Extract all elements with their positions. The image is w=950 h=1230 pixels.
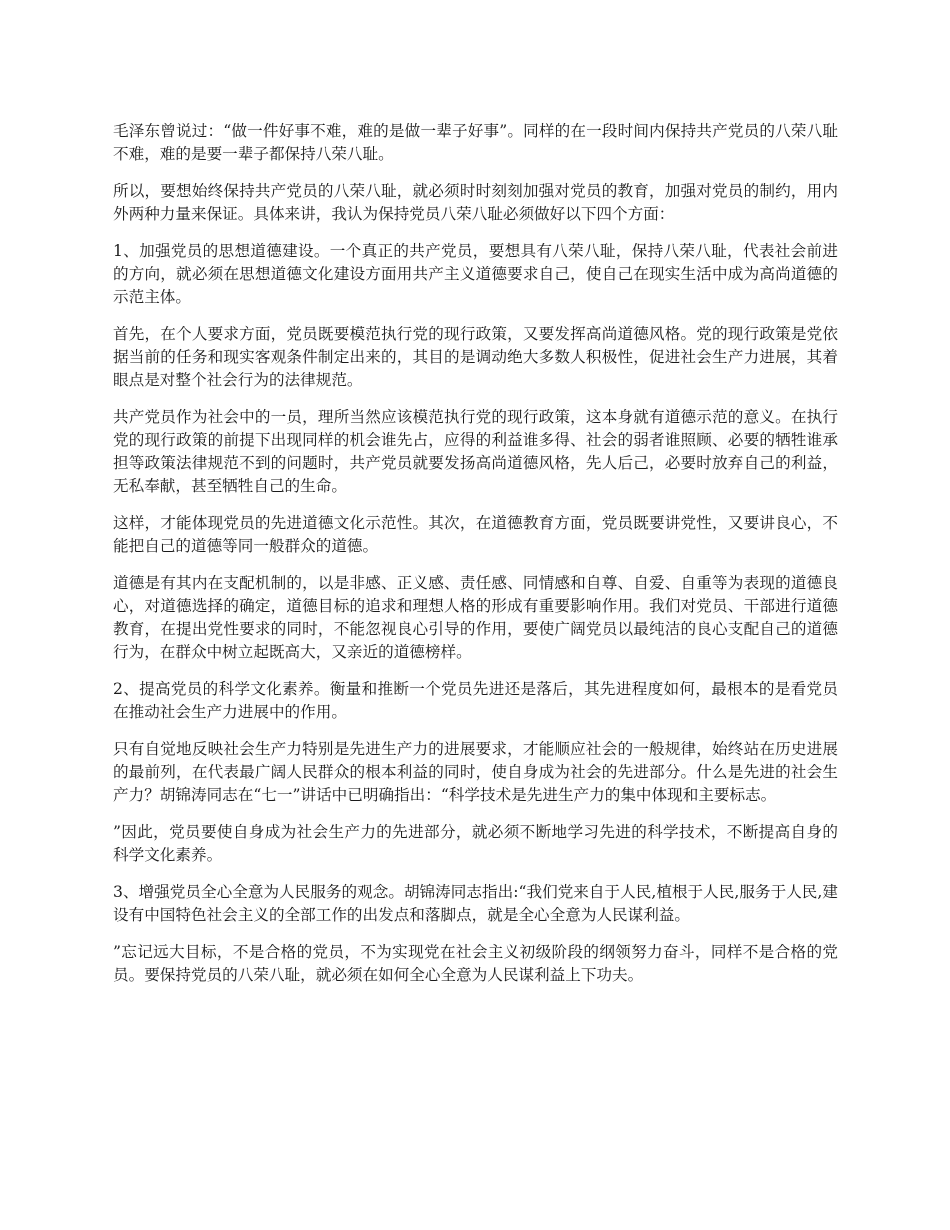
paragraph-11: 3、增强党员全心全意为人民服务的观念。胡锦涛同志指出:“我们党来自于人民,植根于人民,服务于人民,建设有中国特色社会主义的全部工作的出发点和落脚点，就是全心全意为人民谋利益。: [113, 883, 838, 924]
paragraph-5: 共产党员作为社会中的一员，理所当然应该模范执行党的现行政策，这本身就有道德示范的意义。在执行党的现行政策的前提下出现同样的机会谁先占，应得的利益谁多得、社会的弱者谁照顾、必要的牺牲谁承担等政策法律规范不到的问题时，共产党员就要发扬高尚道德风格，先人后己，必要时放弃自己的利益，无私奉献，甚至牺牲自己的生命。: [113, 408, 838, 495]
paragraph-6: 这样，才能体现党员的先进道德文化示范性。其次，在道德教育方面，党员既要讲党性，又要讲良心，不能把自己的道德等同一般群众的道德。: [113, 514, 838, 555]
document-body: [113, 120, 838, 987]
paragraph-4: 首先，在个人要求方面，党员既要模范执行党的现行政策，又要发挥高尚道德风格。党的现行政策是党依据当前的任务和现实客观条件制定出来的，其目的是调动绝大多数人积极性，促进社会生产力进展，其着眼点是对整个社会行为的法律规范。: [113, 325, 838, 389]
paragraph-2: 所以，要想始终保持共产党员的八荣八耻，就必须时时刻刻加强对党员的教育，加强对党员的制约，用内外两种力量来保证。具体来讲，我认为保持党员八荣八耻必须做好以下四个方面：: [113, 182, 838, 223]
paragraph-7: 道德是有其内在支配机制的，以是非感、正义感、责任感、同情感和自尊、自爱、自重等为表现的道德良心，对道德选择的确定，道德目标的追求和理想人格的形成有重要影响作用。我们对党员、干部进行道德教育，在提出党性要求的同时，不能忽视良心引导的作用，要使广阔党员以最纯洁的良心支配自己的道德行为，在群众中树立起既高大，又亲近的道德榜样。: [113, 574, 838, 661]
paragraph-10: ”因此，党员要使自身成为社会生产力的先进部分，就必须不断地学习先进的科学技术，不断提高自身的科学文化素养。: [113, 823, 838, 864]
paragraph-9: 只有自觉地反映社会生产力特别是先进生产力的进展要求，才能顺应社会的一般规律，始终站在历史进展的最前列，在代表最广阔人民群众的根本利益的同时，使自身成为社会的先进部分。什么是先进的社会生产力？胡锦涛同志在“七一”讲话中已明确指出：“科学技术是先进生产力的集中体现和主要标志。: [113, 740, 838, 804]
paragraph-12: ”忘记远大目标，不是合格的党员，不为实现党在社会主义初级阶段的纲领努力奋斗，同样不是合格的党员。要保持党员的八荣八耻，就必须在如何全心全意为人民谋利益上下功夫。: [113, 943, 838, 984]
paragraph-3: 1、加强党员的思想道德建设。一个真正的共产党员，要想具有八荣八耻，保持八荣八耻，代表社会前进的方向，就必须在思想道德文化建设方面用共产主义道德要求自己，使自己在现实生活中成为高尚道德的示范主体。: [113, 242, 838, 306]
paragraph-1: 毛泽东曾说过：“做一件好事不难，难的是做一辈子好事”。同样的在一段时间内保持共产党员的八荣八耻不难，难的是要一辈子都保持八荣八耻。: [113, 122, 838, 163]
paragraph-8: 2、提高党员的科学文化素养。衡量和推断一个党员先进还是落后，其先进程度如何，最根本的是看党员在推动社会生产力进展中的作用。: [113, 680, 838, 721]
